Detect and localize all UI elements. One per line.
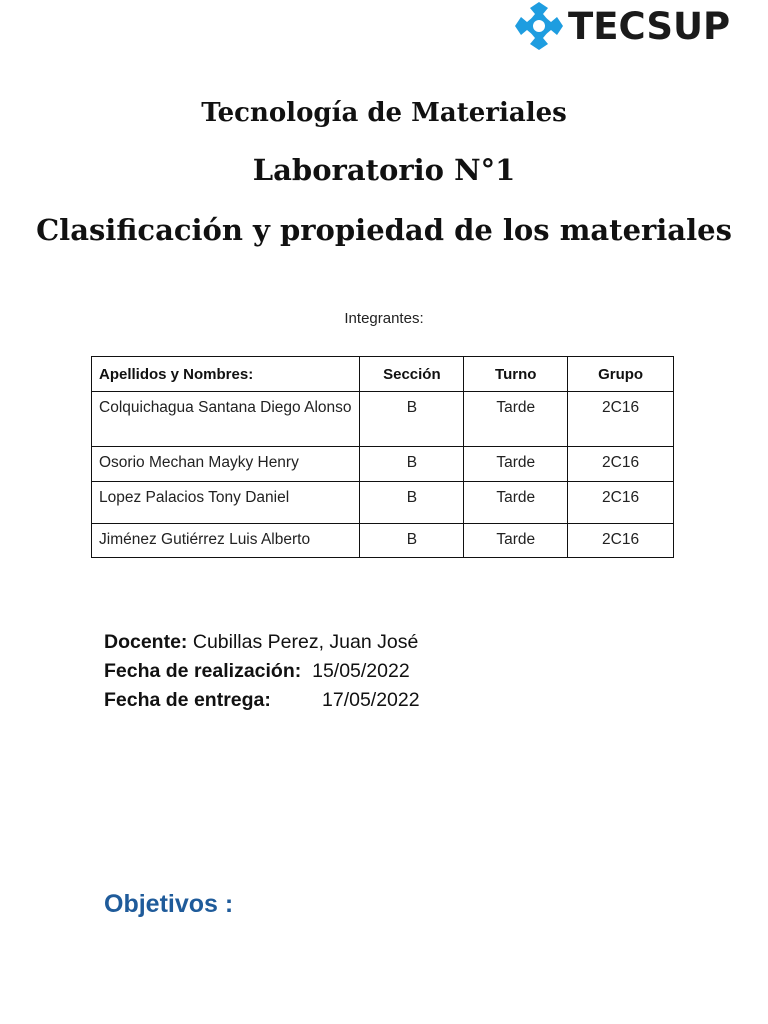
member-name: Lopez Palacios Tony Daniel <box>92 482 360 524</box>
table-header-row <box>92 357 674 392</box>
table-row <box>92 524 674 558</box>
docente-value: Cubillas Perez, Juan José <box>192 631 419 653</box>
docente-label: Docente: <box>104 631 188 653</box>
member-name: Jiménez Gutiérrez Luis Alberto <box>92 524 360 558</box>
lab-title: Laboratorio N°1 <box>252 153 516 187</box>
logo-text: TECSUP <box>568 4 731 48</box>
header-turno: Turno <box>464 357 568 392</box>
header-apellidos: Apellidos y Nombres: <box>92 357 360 392</box>
entrega-label: Fecha de entrega: <box>104 689 271 711</box>
header-seccion: Sección <box>360 357 464 392</box>
entrega-value: 17/05/2022 <box>322 689 420 711</box>
member-seccion: B <box>360 524 464 558</box>
course-title: Tecnología de Materiales <box>201 98 567 128</box>
member-grupo: 2C16 <box>568 482 674 524</box>
entrega-row <box>104 686 420 715</box>
member-turno: Tarde <box>464 482 568 524</box>
member-seccion: B <box>360 392 464 447</box>
member-turno: Tarde <box>464 392 568 447</box>
objetivos-heading: Objetivos : <box>104 890 234 918</box>
realizacion-label: Fecha de realización: <box>104 660 302 682</box>
header-grupo: Grupo <box>568 357 674 392</box>
docente-row <box>104 628 420 657</box>
member-turno: Tarde <box>464 447 568 482</box>
topic-title: Clasificación y propiedad de los materiales <box>36 213 732 247</box>
document-info <box>104 628 420 715</box>
table-row <box>92 482 674 524</box>
tecsup-logo <box>512 0 762 52</box>
member-turno: Tarde <box>464 524 568 558</box>
member-name: Colquichagua Santana Diego Alonso <box>92 392 360 447</box>
table-row <box>92 392 674 447</box>
realizacion-row <box>104 657 420 686</box>
member-name: Osorio Mechan Mayky Henry <box>92 447 360 482</box>
tecsup-emblem-icon <box>512 0 566 52</box>
integrantes-label: Integrantes: <box>344 310 424 327</box>
member-seccion: B <box>360 482 464 524</box>
table-row <box>92 447 674 482</box>
member-grupo: 2C16 <box>568 447 674 482</box>
member-grupo: 2C16 <box>568 392 674 447</box>
member-seccion: B <box>360 447 464 482</box>
member-grupo: 2C16 <box>568 524 674 558</box>
members-table <box>91 356 674 558</box>
realizacion-value: 15/05/2022 <box>312 660 410 682</box>
